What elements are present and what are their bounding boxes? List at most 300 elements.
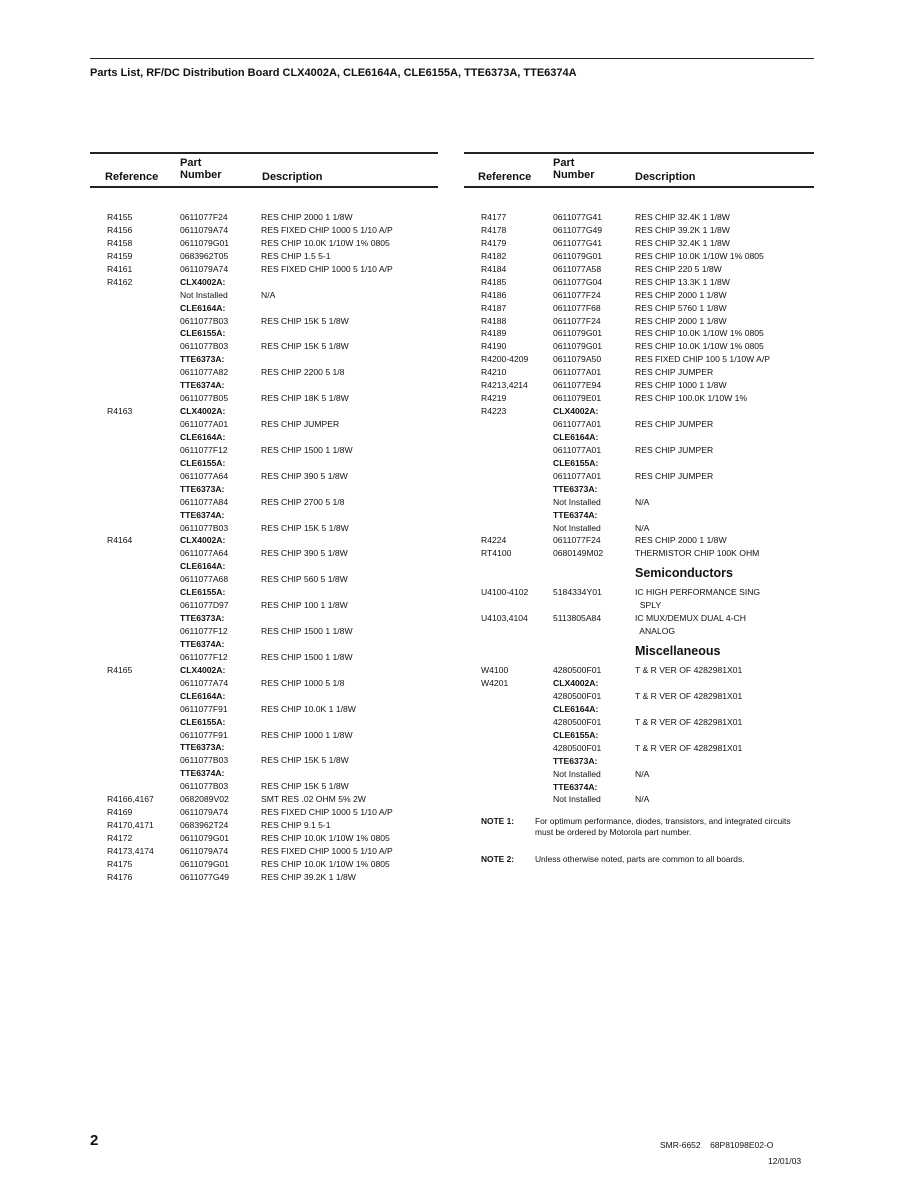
part-number-cell: Not Installed <box>180 289 228 300</box>
reference-cell: W4100 <box>481 665 509 676</box>
part-number-cell: 0611077F91 <box>180 703 228 714</box>
header-part-number: Part Number <box>180 157 222 181</box>
section-heading: Semiconductors <box>635 566 733 581</box>
table-row <box>90 573 438 586</box>
part-number-cell: 0683962T24 <box>180 820 229 831</box>
description-cell: RES FIXED CHIP 100 5 1/10W A/P <box>635 354 771 365</box>
description-cell: RES CHIP 10.0K 1/10W 1% 0805 <box>635 341 764 352</box>
description-cell: RES CHIP 1000 1 1/8W <box>635 380 727 391</box>
description-cell: RES FIXED CHIP 1000 5 1/10 A/P <box>261 224 393 235</box>
part-number-cell: 0611077G49 <box>180 871 230 882</box>
part-number-cell: TTE6374A: <box>553 781 598 792</box>
table-row <box>90 315 438 328</box>
part-number-cell: 0611077A82 <box>180 367 229 378</box>
reference-cell: R4223 <box>481 406 507 417</box>
description-cell: RES FIXED CHIP 1000 5 1/10 A/P <box>261 807 393 818</box>
reference-cell: R4158 <box>107 237 133 248</box>
table-row <box>464 289 814 302</box>
table-row <box>90 431 438 444</box>
description-cell: IC HIGH PERFORMANCE SING <box>635 587 761 598</box>
note-text: For optimum performance, diodes, transistors, and integrated circuits must be ordered by Motorola part number. <box>535 816 791 838</box>
reference-cell: R4161 <box>107 263 133 274</box>
table-row <box>464 742 814 755</box>
reference-cell: R4187 <box>481 302 507 313</box>
description-cell: RES CHIP 15K 5 1/8W <box>261 315 349 326</box>
reference-cell: R4162 <box>107 276 133 287</box>
part-number-cell: CLE6164A: <box>180 561 226 572</box>
description-cell: RES CHIP 1.5 5-1 <box>261 250 331 261</box>
table-row <box>90 237 438 250</box>
table-row <box>464 703 814 716</box>
part-number-cell: 0611079A74 <box>180 807 229 818</box>
description-cell: RES CHIP 390 5 1/8W <box>261 470 348 481</box>
table-row <box>90 379 438 392</box>
table-row <box>90 871 438 884</box>
table-row <box>90 819 438 832</box>
table-row <box>464 224 814 237</box>
part-number-cell: CLE6164A: <box>553 703 599 714</box>
part-number-cell: TTE6373A: <box>180 354 225 365</box>
table-row <box>464 327 814 340</box>
table-row <box>464 664 814 677</box>
part-number-cell: CLE6155A: <box>180 716 226 727</box>
part-number-cell: 0611079G01 <box>180 833 230 843</box>
table-row <box>90 741 438 754</box>
part-number-cell: 0611077B03 <box>180 781 229 792</box>
table-row <box>90 340 438 353</box>
table-row <box>90 392 438 405</box>
page-title: Parts List, RF/DC Distribution Board CLX4002A, CLE6164A, CLE6155A, TTE6373A, TTE6374A <box>90 67 577 79</box>
description-cell: RES CHIP 18K 5 1/8W <box>261 393 349 404</box>
table-row <box>90 780 438 793</box>
reference-cell: U4100-4102 <box>481 587 529 598</box>
description-cell: N/A <box>635 768 650 779</box>
footer-doc-number: SMR-6652 68P81098E02-O <box>660 1140 774 1150</box>
table-row <box>90 211 438 224</box>
part-number-cell: Not Installed <box>553 768 601 779</box>
description-cell: ANALOG <box>635 626 676 637</box>
header-description: Description <box>262 171 323 183</box>
table-row <box>464 690 814 703</box>
table-row <box>464 418 814 431</box>
part-number-cell: 0611079G01 <box>553 250 603 261</box>
description-cell: RES CHIP 1000 1 1/8W <box>261 729 353 740</box>
footer-date: 12/01/03 <box>768 1156 802 1166</box>
part-number-cell: CLE6164A: <box>180 302 226 313</box>
table-row <box>90 612 438 625</box>
part-number-cell: TTE6373A: <box>553 755 598 766</box>
description-cell: RES CHIP 2000 1 1/8W <box>261 212 353 222</box>
part-number-cell: 0611079G01 <box>180 237 230 248</box>
table-row <box>464 237 814 250</box>
part-number-cell: 0611079E01 <box>553 393 602 404</box>
description-cell: T & R VER OF 4282981X01 <box>635 690 743 701</box>
part-number-cell: 0611077F24 <box>180 212 228 222</box>
part-number-cell: 0611077A01 <box>553 470 602 481</box>
part-number-cell: 0611077F12 <box>180 626 228 636</box>
table-row <box>464 509 814 522</box>
part-number-cell: 0611077G49 <box>553 224 603 235</box>
table-row <box>464 755 814 768</box>
table-row <box>90 845 438 858</box>
header-reference: Reference <box>105 171 159 183</box>
part-number-cell: 0611077F24 <box>553 315 601 326</box>
description-cell: RES CHIP 32.4K 1 1/8W <box>635 237 730 248</box>
part-number-cell: 0611079A50 <box>553 354 602 365</box>
part-number-cell: 0680149M02 <box>553 548 604 559</box>
reference-cell: R4185 <box>481 276 507 287</box>
table-row <box>90 302 438 315</box>
notes <box>464 816 814 865</box>
part-number-cell: 0611077A64 <box>180 470 229 481</box>
reference-cell: R4165 <box>107 664 133 675</box>
table-row <box>90 276 438 289</box>
table-row <box>464 366 814 379</box>
description-cell: T & R VER OF 4282981X01 <box>635 742 743 753</box>
part-number-cell: 0611079G01 <box>553 341 603 352</box>
part-number-cell: 0611077F12 <box>180 651 228 662</box>
description-cell: IC MUX/DEMUX DUAL 4-CH <box>635 613 746 624</box>
description-cell: RES CHIP 1500 1 1/8W <box>261 626 353 636</box>
semiconductors-rows <box>464 586 814 638</box>
description-cell: SPLY <box>635 600 662 611</box>
note-text: Unless otherwise noted, parts are common to all boards. <box>535 854 745 865</box>
table-body <box>464 211 814 560</box>
part-number-cell: TTE6374A: <box>180 509 225 520</box>
part-number-cell: CLE6155A: <box>180 457 226 468</box>
part-number-cell: 0611077B03 <box>180 315 229 326</box>
table-row <box>464 250 814 263</box>
description-cell: RES CHIP 2000 1 1/8W <box>635 315 727 326</box>
part-number-cell: 0611077F68 <box>553 302 601 313</box>
part-number-cell: 0683962T05 <box>180 250 229 261</box>
part-number-cell: 0611079A74 <box>180 224 229 235</box>
description-cell: RES CHIP 9.1 5-1 <box>261 820 331 831</box>
reference-cell: R4184 <box>481 263 507 274</box>
table-row <box>90 263 438 276</box>
reference-cell: R4172 <box>107 833 133 843</box>
description-cell: RES CHIP 15K 5 1/8W <box>261 755 349 766</box>
table-row <box>464 353 814 366</box>
table-row <box>90 509 438 522</box>
reference-cell: R4164 <box>107 535 133 546</box>
description-cell: RES CHIP 13.3K 1 1/8W <box>635 276 730 287</box>
table-row <box>90 457 438 470</box>
part-number-cell: 4280500F01 <box>553 716 602 727</box>
part-number-cell: TTE6374A: <box>553 509 598 520</box>
table-row <box>464 716 814 729</box>
table-row <box>90 664 438 677</box>
reference-cell: R4200-4209 <box>481 354 529 365</box>
table-row <box>90 470 438 483</box>
table-row <box>90 353 438 366</box>
part-number-cell: 0611079G01 <box>553 328 603 339</box>
header-part-number: Part Number <box>553 157 595 181</box>
section-semiconductors <box>464 560 814 586</box>
description-cell: RES CHIP 390 5 1/8W <box>261 548 348 559</box>
reference-cell: R4179 <box>481 237 507 248</box>
part-number-cell: CLE6155A: <box>180 587 226 598</box>
description-cell: T & R VER OF 4282981X01 <box>635 716 743 727</box>
table-row <box>90 522 438 535</box>
table-row <box>464 599 814 612</box>
reference-cell: R4175 <box>107 858 133 869</box>
table-row <box>90 716 438 729</box>
section-heading: Miscellaneous <box>635 644 721 659</box>
note-label: NOTE 2: <box>481 854 515 865</box>
table-row <box>464 677 814 690</box>
table-row <box>90 444 438 457</box>
note-label: NOTE 1: <box>481 816 515 827</box>
reference-cell: R4176 <box>107 871 133 882</box>
description-cell: THERMISTOR CHIP 100K OHM <box>635 548 760 559</box>
table-row <box>464 444 814 457</box>
description-cell: RES CHIP 100.0K 1/10W 1% <box>635 393 748 404</box>
table-row <box>90 483 438 496</box>
description-cell: T & R VER OF 4282981X01 <box>635 665 743 676</box>
table-body <box>90 211 438 884</box>
description-cell: RES CHIP 220 5 1/8W <box>635 263 722 274</box>
table-row <box>90 250 438 263</box>
table-row <box>464 315 814 328</box>
reference-cell: R4186 <box>481 289 507 300</box>
table-header <box>464 152 814 188</box>
part-number-cell: CLE6164A: <box>180 690 226 701</box>
top-rule <box>90 58 814 59</box>
reference-cell: R4182 <box>481 250 507 261</box>
parts-table-right <box>464 152 814 881</box>
reference-cell: R4177 <box>481 212 507 222</box>
part-number-cell: 0611077A68 <box>180 574 229 585</box>
reference-cell: R4190 <box>481 341 507 352</box>
part-number-cell: 0611077F91 <box>180 729 228 740</box>
part-number-cell: 4280500F01 <box>553 665 602 676</box>
table-row <box>464 211 814 224</box>
part-number-cell: Not Installed <box>553 496 601 507</box>
reference-cell: R4219 <box>481 393 507 404</box>
table-row <box>464 547 814 560</box>
part-number-cell: 5184334Y01 <box>553 587 602 598</box>
part-number-cell: 0611079G01 <box>180 858 230 869</box>
part-number-cell: 0611077B05 <box>180 393 229 404</box>
table-row <box>464 457 814 470</box>
part-number-cell: 0611077G41 <box>553 212 603 222</box>
description-cell: N/A <box>635 794 650 805</box>
reference-cell: R4170,4171 <box>107 820 154 831</box>
part-number-cell: CLX4002A: <box>180 664 226 675</box>
description-cell: RES FIXED CHIP 1000 5 1/10 A/P <box>261 263 393 274</box>
table-row <box>464 729 814 742</box>
table-row <box>90 625 438 638</box>
description-cell: RES CHIP 10.0K 1/10W 1% 0805 <box>261 833 390 843</box>
description-cell: RES CHIP 1500 1 1/8W <box>261 444 353 455</box>
table-row <box>464 768 814 781</box>
parts-table-left <box>90 152 438 884</box>
table-row <box>90 327 438 340</box>
table-row <box>464 534 814 547</box>
part-number-cell: 0682089V02 <box>180 794 229 805</box>
part-number-cell: 0611077E94 <box>553 380 602 391</box>
miscellaneous-rows <box>464 664 814 806</box>
part-number-cell: TTE6373A: <box>180 613 225 624</box>
table-row <box>90 560 438 573</box>
description-cell: RES CHIP 10.0K 1/10W 1% 0805 <box>261 858 390 869</box>
table-row <box>464 793 814 806</box>
reference-cell: W4201 <box>481 678 509 688</box>
table-row <box>464 781 814 794</box>
table-row <box>464 612 814 625</box>
part-number-cell: Not Installed <box>553 522 601 533</box>
part-number-cell: 0611079A74 <box>180 845 229 856</box>
table-row <box>90 418 438 431</box>
part-number-cell: 0611077A01 <box>180 419 229 429</box>
part-number-cell: CLX4002A: <box>553 406 599 417</box>
part-number-cell: TTE6373A: <box>180 483 225 494</box>
table-row <box>90 586 438 599</box>
part-number-cell: 0611077A84 <box>180 496 229 507</box>
section-miscellaneous <box>464 638 814 664</box>
table-row <box>464 276 814 289</box>
table-row <box>90 806 438 819</box>
description-cell: RES CHIP 10.0K 1/10W 1% 0805 <box>635 328 764 339</box>
table-row <box>464 392 814 405</box>
table-row <box>464 263 814 276</box>
part-number-cell: 0611077A74 <box>180 677 229 688</box>
description-cell: RES CHIP JUMPER <box>635 444 714 455</box>
table-row <box>90 793 438 806</box>
header-reference: Reference <box>478 171 532 183</box>
description-cell: RES CHIP 1500 1 1/8W <box>261 651 353 662</box>
table-row <box>464 470 814 483</box>
reference-cell: R4178 <box>481 224 507 235</box>
reference-cell: R4210 <box>481 367 507 378</box>
reference-cell: R4213,4214 <box>481 380 528 391</box>
table-row <box>464 379 814 392</box>
reference-cell: R4156 <box>107 224 133 235</box>
table-row <box>90 366 438 379</box>
part-number-cell: 0611077G41 <box>553 237 603 248</box>
part-number-cell: 0611077G04 <box>553 276 603 287</box>
reference-cell: R4224 <box>481 535 507 546</box>
description-cell: N/A <box>261 289 276 300</box>
description-cell: RES CHIP 2200 5 1/8 <box>261 367 345 378</box>
table-row <box>90 832 438 845</box>
part-number-cell: 0611077F24 <box>553 535 601 546</box>
table-row <box>90 858 438 871</box>
description-cell: N/A <box>635 522 650 533</box>
note-1 <box>464 816 814 838</box>
reference-cell: U4103,4104 <box>481 613 528 624</box>
description-cell: RES CHIP 10.0K 1/10W 1% 0805 <box>261 237 390 248</box>
part-number-cell: CLX4002A: <box>180 535 226 546</box>
part-number-cell: 0611077A64 <box>180 548 229 559</box>
table-row <box>464 483 814 496</box>
description-cell: RES CHIP 32.4K 1 1/8W <box>635 212 730 222</box>
part-number-cell: 0611077B03 <box>180 755 229 766</box>
table-row <box>90 534 438 547</box>
description-cell: RES CHIP JUMPER <box>261 419 340 429</box>
part-number-cell: 0611077D97 <box>180 600 229 611</box>
reference-cell: R4169 <box>107 807 133 818</box>
description-cell: RES CHIP 5760 1 1/8W <box>635 302 727 313</box>
table-row <box>90 703 438 716</box>
reference-cell: R4155 <box>107 212 133 222</box>
reference-cell: R4189 <box>481 328 507 339</box>
part-number-cell: 0611079A74 <box>180 263 229 274</box>
reference-cell: R4163 <box>107 406 133 417</box>
part-number-cell: TTE6373A: <box>180 742 225 753</box>
part-number-cell: CLE6155A: <box>180 328 226 339</box>
part-number-cell: 0611077F24 <box>553 289 601 300</box>
description-cell: RES CHIP 39.2K 1 1/8W <box>635 224 730 235</box>
table-row <box>90 599 438 612</box>
table-row <box>90 289 438 302</box>
table-row <box>464 586 814 599</box>
part-number-cell: TTE6374A: <box>180 638 225 649</box>
table-row <box>90 690 438 703</box>
table-row <box>90 651 438 664</box>
description-cell: RES CHIP 15K 5 1/8W <box>261 522 349 533</box>
part-number-cell: 0611077B03 <box>180 522 229 533</box>
description-cell: RES CHIP 39.2K 1 1/8W <box>261 871 356 882</box>
description-cell: RES CHIP JUMPER <box>635 470 714 481</box>
part-number-cell: 0611077A01 <box>553 419 602 429</box>
note-2 <box>464 854 814 865</box>
part-number-cell: 4280500F01 <box>553 690 602 701</box>
reference-cell: R4188 <box>481 315 507 326</box>
part-number-cell: CLE6155A: <box>553 729 599 740</box>
part-number-cell: CLE6155A: <box>553 457 599 468</box>
part-number-cell: CLE6164A: <box>553 431 599 442</box>
description-cell: RES CHIP JUMPER <box>635 367 714 378</box>
part-number-cell: TTE6374A: <box>180 768 225 779</box>
description-cell: RES CHIP 15K 5 1/8W <box>261 781 349 792</box>
description-cell: RES CHIP 10.0K 1 1/8W <box>261 703 356 714</box>
part-number-cell: CLX4002A: <box>180 406 226 417</box>
description-cell: RES CHIP JUMPER <box>635 419 714 429</box>
table-row <box>464 625 814 638</box>
description-cell: SMT RES .02 OHM 5% 2W <box>261 794 366 805</box>
table-row <box>90 729 438 742</box>
table-row <box>464 340 814 353</box>
table-row <box>90 638 438 651</box>
description-cell: RES FIXED CHIP 1000 5 1/10 A/P <box>261 845 393 856</box>
part-number-cell: TTE6373A: <box>553 483 598 494</box>
description-cell: RES CHIP 100 1 1/8W <box>261 600 348 611</box>
description-cell: RES CHIP 10.0K 1/10W 1% 0805 <box>635 250 764 261</box>
description-cell: RES CHIP 1000 5 1/8 <box>261 677 345 688</box>
reference-cell: R4159 <box>107 250 133 261</box>
table-row <box>90 224 438 237</box>
description-cell: RES CHIP 15K 5 1/8W <box>261 341 349 352</box>
table-header <box>90 152 438 188</box>
header-description: Description <box>635 171 696 183</box>
table-row <box>464 522 814 535</box>
part-number-cell: TTE6374A: <box>180 380 225 391</box>
reference-cell: R4173,4174 <box>107 845 154 856</box>
part-number-cell: 0611077F12 <box>180 444 228 455</box>
table-row <box>464 496 814 509</box>
page-number: 2 <box>90 1132 99 1149</box>
part-number-cell: Not Installed <box>553 794 601 805</box>
table-row <box>90 496 438 509</box>
table-row <box>464 302 814 315</box>
description-cell: RES CHIP 2700 5 1/8 <box>261 496 345 507</box>
part-number-cell: CLE6164A: <box>180 431 226 442</box>
description-cell: RES CHIP 2000 1 1/8W <box>635 535 727 546</box>
part-number-cell: 4280500F01 <box>553 742 602 753</box>
part-number-cell: 0611077A01 <box>553 444 602 455</box>
